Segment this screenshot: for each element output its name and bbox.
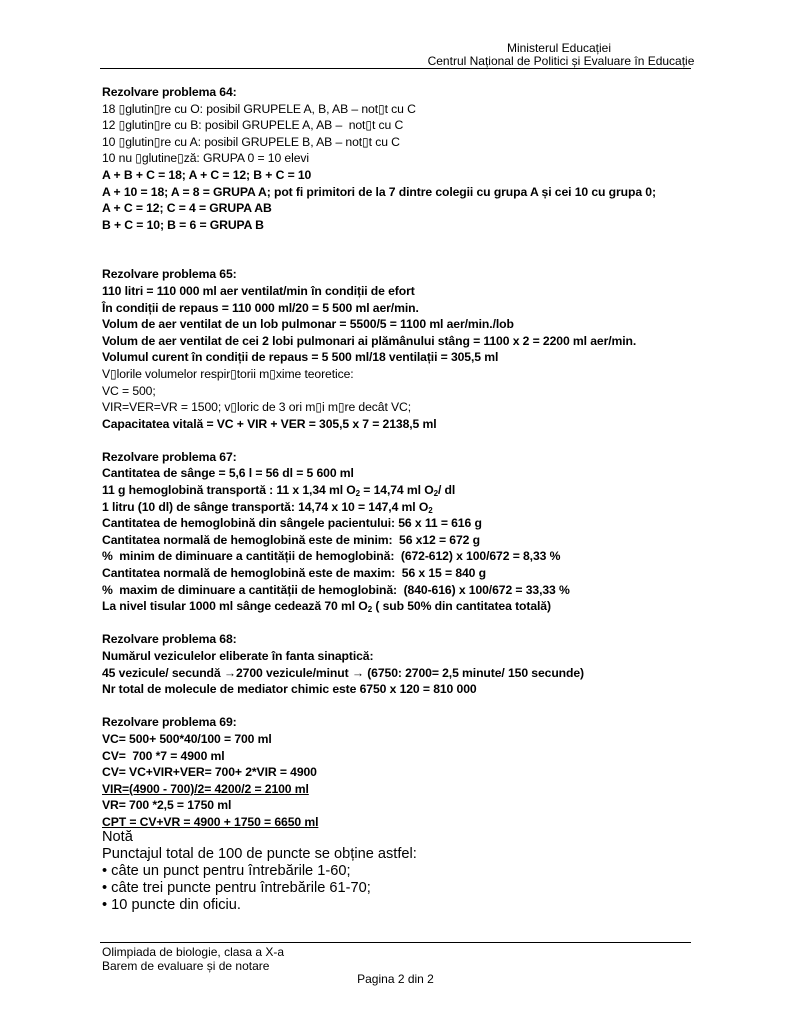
p67-line: Cantitatea de hemoglobină din sângele pacientului: 56 x 11 = 616 g [102, 516, 482, 531]
header-center: Centrul Național de Politici și Evaluare în Educație [427, 54, 695, 68]
p68-title: Rezolvare problema 68: [102, 632, 237, 647]
nota-section [102, 829, 417, 914]
p69-line: CV= VC+VIR+VER= 700+ 2*VIR = 4900 [102, 765, 317, 780]
p64-title: Rezolvare problema 64: [102, 85, 237, 99]
p67-line: 1 litru (10 dl) de sânge transportă: 14,74 x 10 = 147,4 ml $O_2$ [102, 499, 433, 515]
p69-line: CV= 700 *7 = 4900 ml [102, 748, 225, 763]
p65-line: Volum de aer ventilat de un lob pulmonar = 5500/5 = 1100 ml aer/min./lob [102, 317, 514, 332]
p64-line: 10 ▯glutin▯re cu A: posibil GRUPELE B, AB – not▯t cu C [102, 134, 400, 149]
p65-line: V▯lorile volumelor respir▯torii m▯xime teoretice: [102, 366, 354, 381]
p67-line: 11 g hemoglobină transportă : 11 x 1,34 ml $O_2 = 14,74$ ml $O_2/$ dl [102, 483, 456, 499]
p65-line: VIR=VER=VR = 1500; v▯loric de 3 ori m▯i m▯re decât VC; [102, 400, 412, 415]
p67-line: La nivel tisular 1000 ml sânge cedează 70 ml $O_2$ ( sub 50% din cantitatea totală) [102, 599, 551, 615]
p68-line: Nr total de molecule de mediator chimic este 6750 x 120 = 810 000 [102, 682, 477, 697]
p69-line: VC= 500+ 500*40/100 = 700 ml [102, 731, 272, 746]
header-rule [100, 68, 691, 69]
p69-line: VR= 700 *2,5 = 1750 ml [102, 798, 232, 813]
p64-line: A + C = 12; C = 4 = GRUPA AB [102, 201, 272, 216]
p67-line: % minim de diminuare a cantității de hemoglobină: (672-612) x 100/672 = 8,33 % [102, 549, 561, 564]
p67-line: Cantitatea normală de hemoglobină este de minim: 56 x12 = 672 g [102, 532, 480, 547]
footer-barem: Barem de evaluare și de notare [102, 959, 270, 973]
p65-line: În condiții de repaus = 110 000 ml/20 = 5 500 ml aer/min. [102, 300, 419, 315]
p65-line: Capacitatea vitală = VC + VIR + VER = 305,5 x 7 = 2138,5 ml [102, 416, 437, 431]
p64-line: 12 ▯glutin▯re cu B: posibil GRUPELE A, AB – not▯t cu C [102, 118, 404, 133]
document-body [102, 84, 702, 831]
nota-line: • câte trei puncte pentru întrebările 61-70; [102, 880, 371, 896]
p65-line: Volumul curent în condiții de repaus = 5 500 ml/18 ventilații = 305,5 ml [102, 350, 499, 365]
p67-line: Cantitatea de sânge = 5,6 l = 56 dl = 5 600 ml [102, 466, 354, 481]
p64-line: A + B + C = 18; A + C = 12; B + C = 10 [102, 167, 312, 182]
p64-line: 18 ▯glutin▯re cu O: posibil GRUPELE A, B, AB – not▯t cu C [102, 101, 416, 116]
p67-title: Rezolvare problema 67: [102, 449, 237, 464]
p67-line: % maxim de diminuare a cantității de hemoglobină: (840-616) x 100/672 = 33,33 % [102, 582, 570, 597]
p65-line: Volum de aer ventilat de cei 2 lobi pulmonari ai plămânului stâng = 1100 x 2 = 2200 ml aer/min. [102, 333, 637, 348]
p67-line: Cantitatea normală de hemoglobină este de maxim: 56 x 15 = 840 g [102, 566, 486, 581]
nota-title: Notă [102, 829, 133, 845]
p65-title: Rezolvare problema 65: [102, 267, 237, 282]
p65-line: VC = 500; [102, 383, 156, 398]
p69-line: CPT = CV+VR = 4900 + 1750 = 6650 ml [102, 814, 319, 829]
header-ministry: Ministerul Educației [506, 41, 612, 55]
p64-line: B + C = 10; B = 6 = GRUPA B [102, 217, 264, 232]
p68-line: 45 vezicule/ secundă →2700 vezicule/minut → (6750: 2700= 2,5 minute/ 150 secunde) [102, 665, 585, 680]
page-number: Pagina 2 din 2 [357, 972, 434, 986]
p65-line: 110 litri = 110 000 ml aer ventilat/min în condiții de efort [102, 283, 415, 298]
p64-line: 10 nu ▯glutine▯ză: GRUPA 0 = 10 elevi [102, 151, 309, 166]
nota-line: • 10 puncte din oficiu. [102, 897, 241, 913]
p69-line: VIR=(4900 - 700)/2= 4200/2 = 2100 ml [102, 781, 309, 796]
p69-title: Rezolvare problema 69: [102, 715, 237, 730]
nota-line: Punctajul total de 100 de puncte se obține astfel: [102, 846, 417, 862]
p64-line: A + 10 = 18; A = 8 = GRUPA A; pot fi primitori de la 7 dintre colegii cu grupa A și cei 10 cu grupa 0; [102, 184, 656, 199]
footer-olympiad: Olimpiada de biologie, clasa a X-a [102, 945, 285, 959]
footer [102, 945, 284, 973]
footer-rule [100, 942, 691, 943]
p68-line: Numărul veziculelor eliberate în fanta sinaptică: [102, 649, 374, 663]
nota-line: • câte un punct pentru întrebările 1-60; [102, 863, 351, 879]
